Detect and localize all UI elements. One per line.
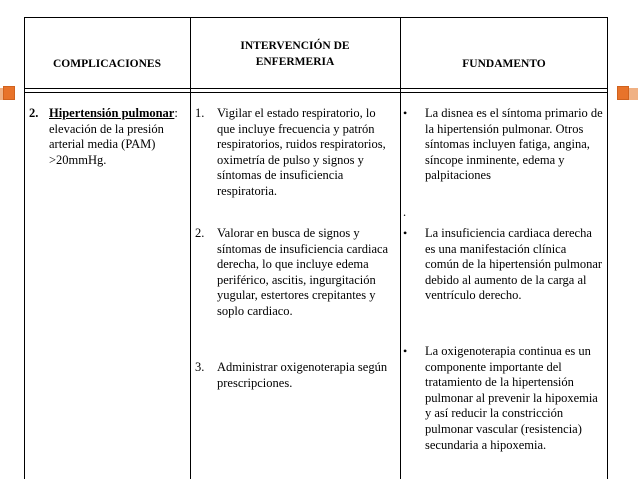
column-divider xyxy=(400,17,401,479)
complication-description: : elevación de la presión arterial media (PAM) >20mmHg. xyxy=(49,106,178,167)
fundamento-text: La insuficiencia cardiaca derecha es una manifestación clínica común de la hipertensión pulmonar debido al aumento de la carga al ventrículo derecho. xyxy=(425,226,603,303)
fundamento-item xyxy=(403,226,603,304)
intervention-number: 1. xyxy=(195,106,205,120)
complication-number: 2. xyxy=(29,106,39,120)
intervention-text: Administrar oxigenoterapia según prescripciones. xyxy=(217,360,388,390)
stray-mark: . xyxy=(403,205,407,219)
complication-text xyxy=(29,106,187,168)
header-intervencion xyxy=(190,38,400,70)
intervention-item xyxy=(195,226,395,320)
header-intervencion-line1: INTERVENCIÓN DE xyxy=(240,40,350,52)
complication-term: Hipertensión pulmonar xyxy=(49,106,175,120)
bullet-icon: • xyxy=(403,226,408,240)
slide-accent-square-right xyxy=(617,86,629,100)
fundamento-item xyxy=(403,344,603,453)
header-divider xyxy=(24,88,608,89)
intervention-text: Vigilar el estado respiratorio, lo que incluye frecuencia y patrón respiratorios, ruidos respiratorios, oximetría de pulso y signos y síntomas de insuficiencia respiratoria. xyxy=(217,106,386,198)
slide-accent-square-left xyxy=(3,86,15,100)
bullet-icon: • xyxy=(403,344,408,358)
fundamento-item xyxy=(403,106,603,184)
intervention-number: 2. xyxy=(195,226,205,240)
intervention-number: 3. xyxy=(195,360,205,374)
intervention-text: Valorar en busca de signos y síntomas de insuficiencia cardiaca derecha, lo que incluye edema periférico, ascitis, ingurgitación yugular, estertores crepitantes y soplo cardiaco. xyxy=(217,226,389,318)
intervention-item xyxy=(195,360,395,391)
header-intervencion-line2: ENFERMERIA xyxy=(255,56,335,68)
header-fundamento: FUNDAMENTO xyxy=(462,58,546,70)
intervention-item xyxy=(195,106,395,200)
column-divider xyxy=(190,17,191,479)
fundamento-text: La disnea es el síntoma primario de la hipertensión pulmonar. Otros síntomas incluyen fatiga, angina, síncope inminente, edema y palpitaciones xyxy=(425,106,603,183)
header-divider xyxy=(24,92,608,93)
fundamento-text: La oxigenoterapia continua es un componente importante del tratamiento de la hipertensión pulmonar al prevenir la hipoxemia y así reducir la constricción pulmonar vascular (resistencia) secundaria a hipoxemia. xyxy=(425,344,598,452)
header-complicaciones: COMPLICACIONES xyxy=(53,58,161,70)
complication-cell xyxy=(29,106,187,168)
bullet-icon: • xyxy=(403,106,408,120)
